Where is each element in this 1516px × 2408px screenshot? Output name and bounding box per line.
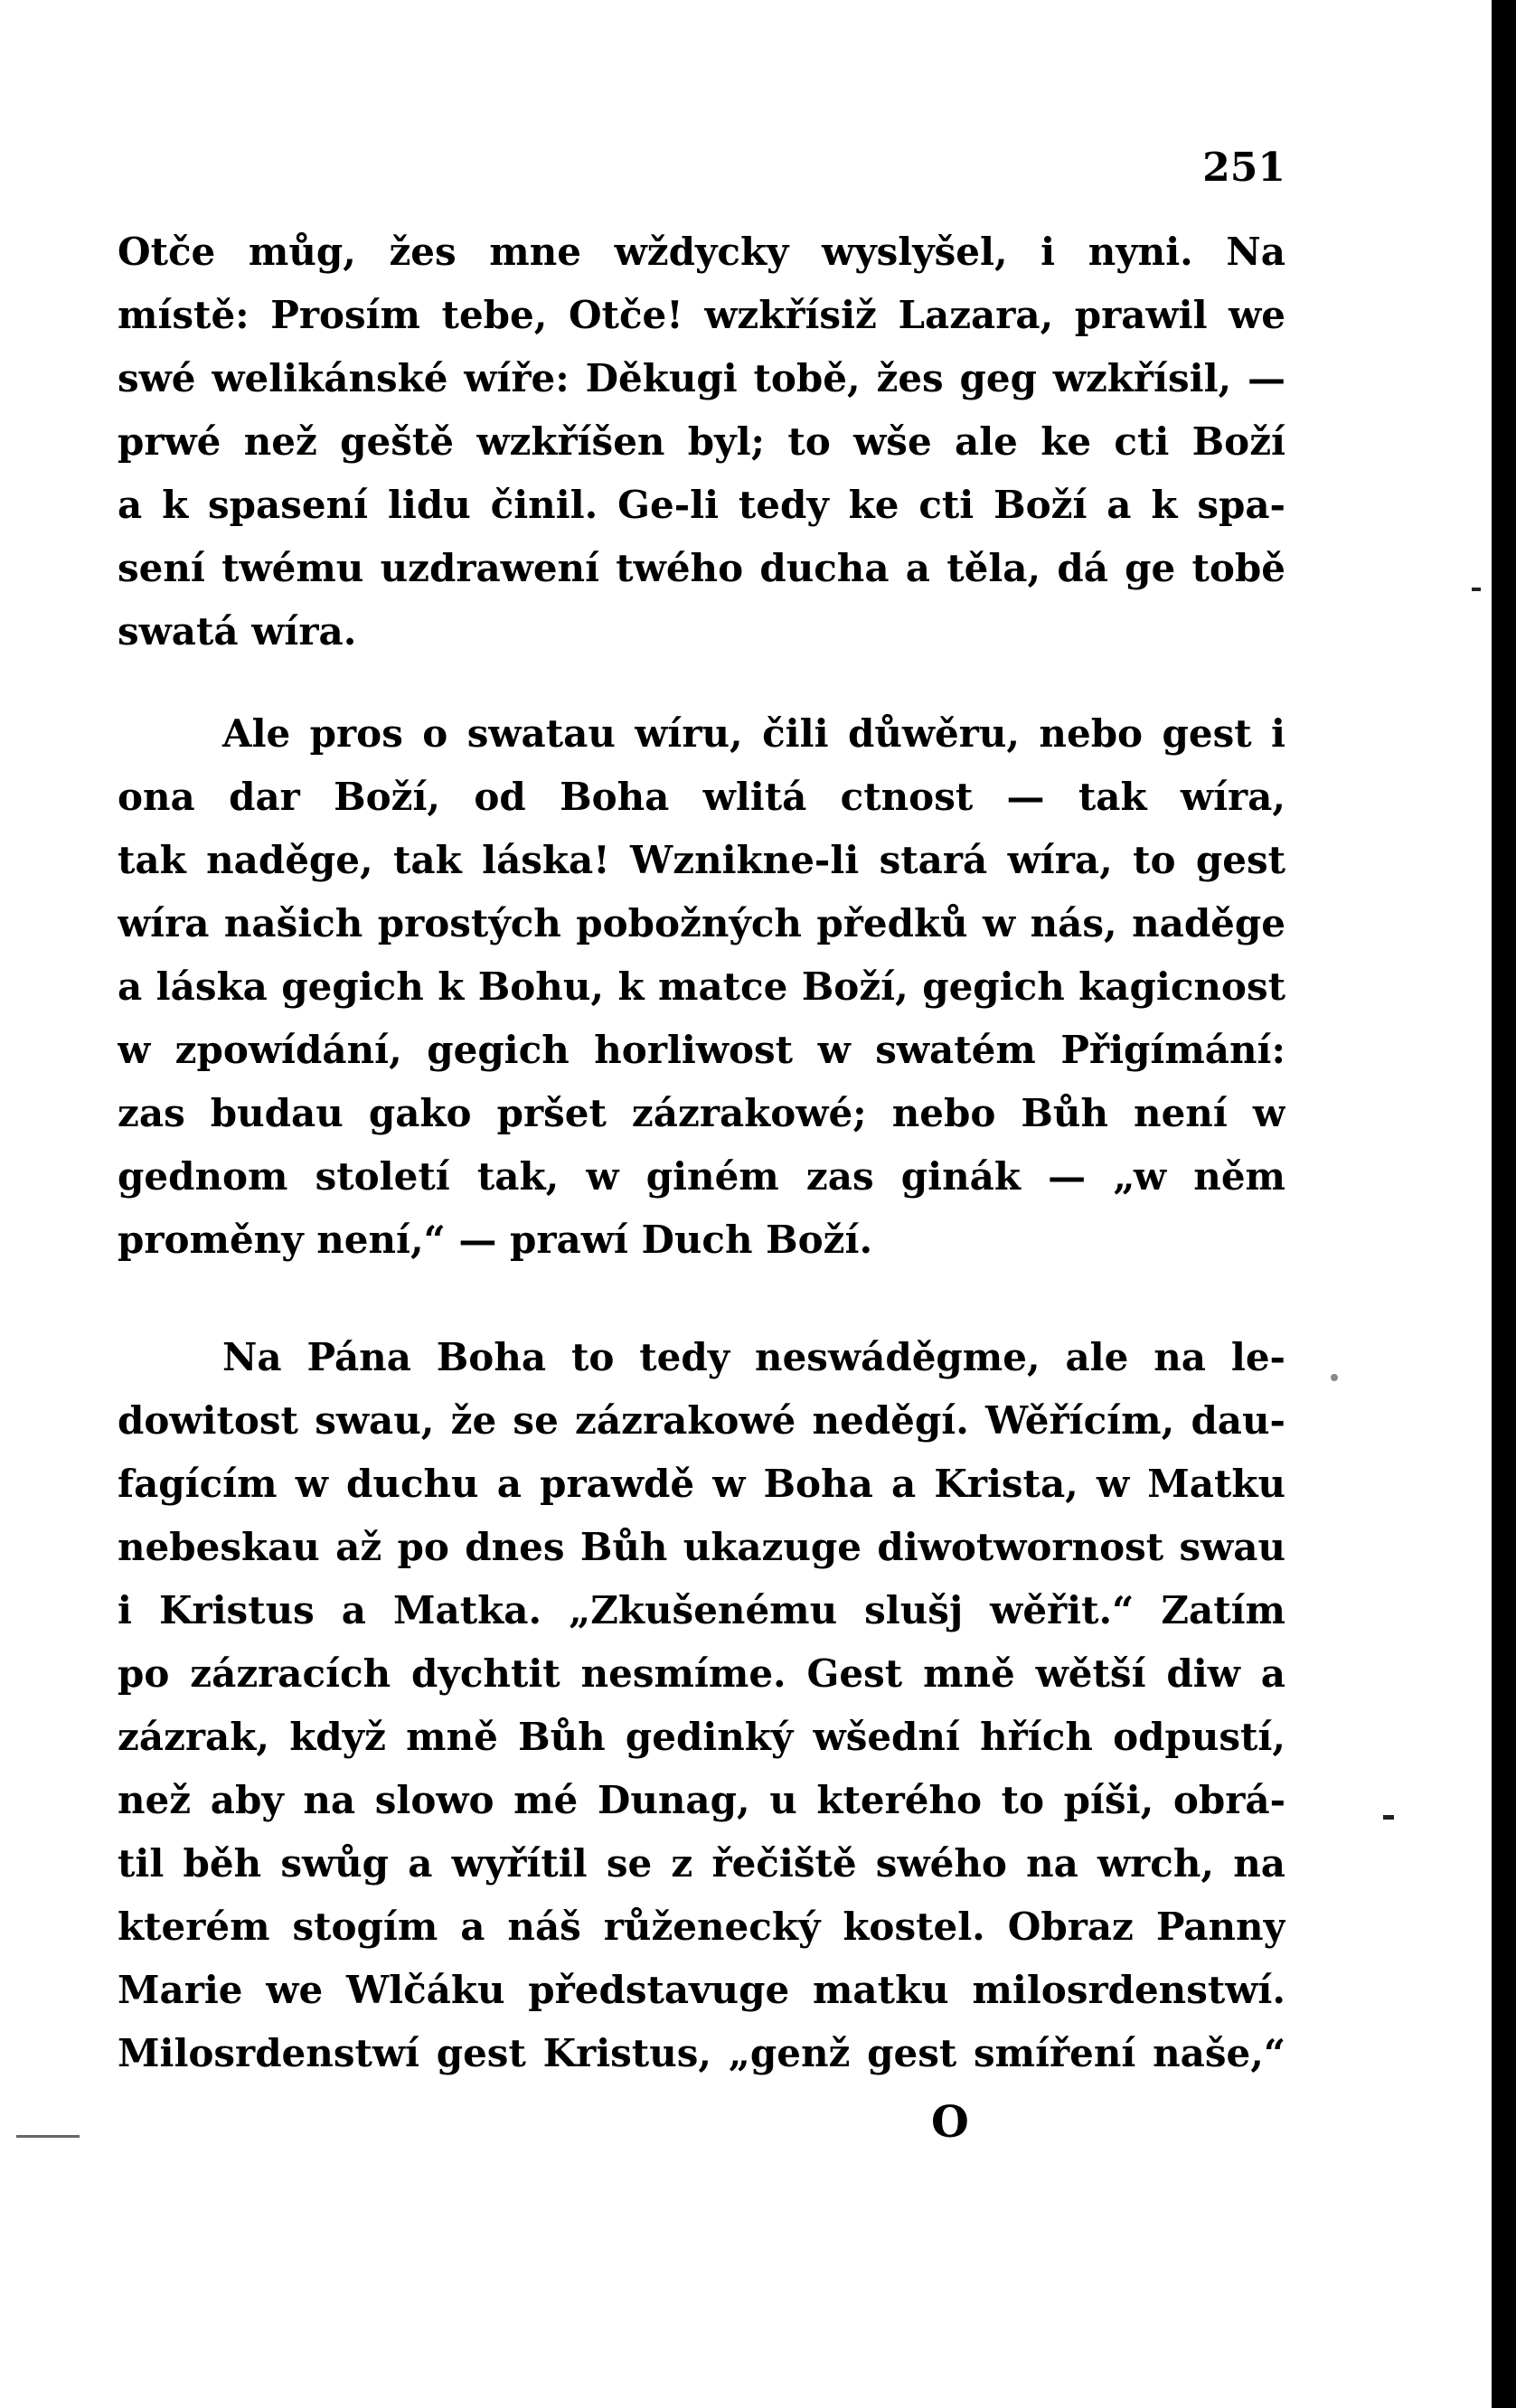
text-line: Otče můg, žes mne wždycky wyslyšel, i nyni. Na xyxy=(118,230,1285,274)
text-line: tak naděge, tak láska! Wznikne-li stará wíra, to gest xyxy=(118,838,1285,882)
text-line: a k spasení lidu činil. Ge-li tedy ke cti Boží a k spa- xyxy=(118,483,1285,527)
text-line: i Kristus a Matka. „Zkušenému slušj wěřit.“ Zatím xyxy=(118,1588,1285,1632)
text-line: w zpowídání, gegich horliwost w swatém Přigímání: xyxy=(118,1028,1285,1072)
text-line: nebeskau až po dnes Bůh ukazuge diwotwornost swau xyxy=(118,1525,1285,1569)
text-line: zas budau gako pršet zázrakowé; nebo Bůh není w xyxy=(118,1091,1285,1135)
text-line: fagícím w duchu a prawdě w Boha a Krista, w Matku xyxy=(118,1462,1285,1506)
text-line: til běh swůg a wyřítil se z řečiště swého na wrch, na xyxy=(118,1841,1285,1886)
text-line: ona dar Boží, od Boha wlitá ctnost — tak wíra, xyxy=(118,775,1285,819)
page-number: 251 xyxy=(1202,145,1285,191)
text-line: sení twému uzdrawení twého ducha a těla, dá ge tobě xyxy=(118,546,1285,590)
paragraph-1 xyxy=(118,221,1285,663)
text-line: zázrak, když mně Bůh gedinký wšední hřích odpustí, xyxy=(118,1715,1285,1759)
text-line: Na Pána Boha to tedy neswáděgme, ale na le- xyxy=(222,1335,1285,1379)
text-line: swé welikánské wíře: Děkugi tobě, žes geg wzkřísil, — xyxy=(118,356,1285,400)
paragraph-2 xyxy=(118,702,1285,1272)
text-line: Marie we Wlčáku představuge matku milosrdenstwí. xyxy=(118,1968,1285,2012)
margin-speck xyxy=(1383,1815,1394,1820)
margin-speck xyxy=(1331,1374,1338,1381)
paragraph-3 xyxy=(118,1326,1285,2085)
text-line: prwé než geště wzkříšen byl; to wše ale ke cti Boží xyxy=(118,419,1285,464)
margin-speck xyxy=(16,2135,80,2138)
text-line: a láska gegich k Bohu, k matce Boží, gegich kagicnost xyxy=(118,964,1285,1009)
text-line: Milosrdenstwí gest Kristus, „genž gest smíření naše,“ xyxy=(118,2031,1285,2075)
margin-speck xyxy=(1472,588,1481,591)
signature-mark: O xyxy=(931,2097,969,2148)
text-line: swatá wíra. xyxy=(118,609,357,654)
text-line: než aby na slowo mé Dunag, u kterého to píši, obrá- xyxy=(118,1778,1285,1822)
text-line: místě: Prosím tebe, Otče! wzkřísiž Lazara, prawil we xyxy=(118,293,1285,337)
text-line: proměny není,“ — prawí Duch Boží. xyxy=(118,1218,873,1262)
text-line: kterém stogím a náš růženecký kostel. Obraz Panny xyxy=(118,1905,1285,1949)
text-line: gednom století tak, w giném zas ginák — „w něm xyxy=(118,1154,1285,1199)
text-line: wíra našich prostých pobožných předků w nás, naděge xyxy=(118,901,1285,945)
text-line: dowitost swau, že se zázrakowé neděgí. Wěřícím, dau- xyxy=(118,1398,1285,1443)
text-line: Ale pros o swatau wíru, čili důwěru, nebo gest i xyxy=(222,711,1285,756)
text-line: po zázracích dychtit nesmíme. Gest mně wětší diw a xyxy=(118,1651,1285,1696)
